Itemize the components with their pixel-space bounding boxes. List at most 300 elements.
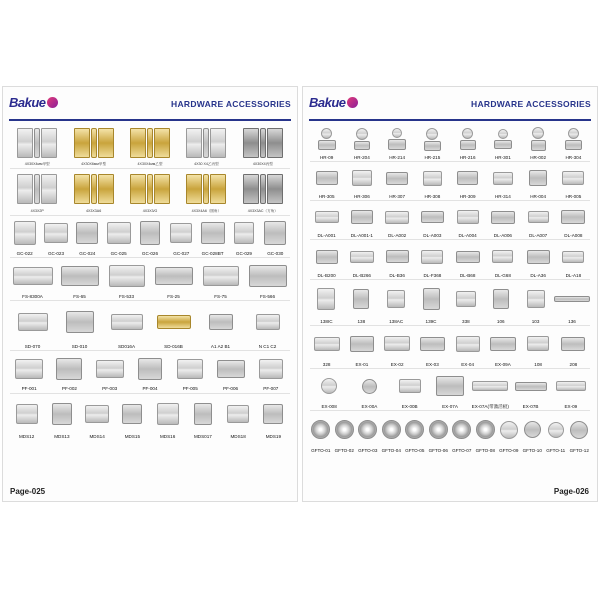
brand-logo: Bakue: [9, 95, 58, 110]
product-cell[interactable]: [345, 201, 378, 239]
ex-row-2: [310, 369, 590, 412]
product-cell[interactable]: [557, 240, 590, 278]
product-code: GFTO-01: [311, 448, 331, 453]
product-code: SD-010: [71, 343, 88, 349]
hinge-art: [10, 169, 64, 209]
product-cell[interactable]: [236, 169, 290, 214]
product-code: 338: [462, 318, 470, 324]
product-cell[interactable]: [334, 411, 356, 454]
mds-art: [186, 394, 219, 434]
product-code: PF-006: [223, 386, 239, 392]
product-cell[interactable]: [104, 301, 149, 350]
pf-art: [252, 351, 290, 387]
hinge-art: [66, 123, 120, 163]
product-cell[interactable]: [310, 240, 343, 278]
product-code: FS-533: [118, 293, 135, 299]
product-code: MDS13: [54, 433, 70, 439]
ex-art: [557, 326, 590, 362]
product-code: HR-308: [424, 194, 441, 200]
product-cell[interactable]: [552, 369, 590, 411]
product-cell[interactable]: [10, 169, 64, 214]
product-code: HR-301: [494, 155, 511, 161]
product-cell[interactable]: [186, 394, 219, 440]
dl-art: [522, 201, 555, 233]
product-cell[interactable]: [211, 351, 249, 393]
product-cell[interactable]: [511, 369, 549, 411]
product-cell[interactable]: [151, 394, 184, 440]
rod-art: [380, 280, 413, 319]
product-cell[interactable]: [415, 280, 448, 325]
product-cell[interactable]: [381, 162, 414, 200]
product-cell[interactable]: [10, 123, 64, 168]
product-cell[interactable]: [381, 240, 414, 278]
product-cell[interactable]: [416, 240, 449, 278]
clamp-art: [104, 216, 133, 252]
product-cell[interactable]: [73, 216, 102, 258]
product-code: PF-005: [182, 386, 198, 392]
sd-art: [245, 301, 290, 344]
product-cell[interactable]: [357, 411, 379, 454]
product-cell[interactable]: [151, 258, 196, 300]
product-code: GC-029: [235, 251, 252, 257]
product-cell[interactable]: [50, 351, 88, 393]
dl-art: [381, 240, 414, 272]
product-cell[interactable]: [522, 326, 555, 368]
hinge-art: [10, 123, 64, 163]
product-code: HR-215: [424, 155, 441, 161]
product-cell[interactable]: [123, 169, 177, 214]
product-cell[interactable]: [449, 280, 482, 325]
product-code: 136: [568, 318, 576, 324]
product-code: 108: [534, 361, 542, 367]
product-cell[interactable]: [310, 162, 343, 200]
product-code: GFTO-04: [381, 448, 401, 453]
product-code: FS-65: [73, 293, 86, 299]
product-cell[interactable]: [451, 411, 473, 454]
mds-art: [10, 394, 43, 434]
gfto-art: [404, 411, 426, 448]
clamp-art: [198, 216, 227, 252]
product-cell[interactable]: [123, 123, 177, 168]
hinge-art: [66, 169, 120, 209]
product-code: A1 A2 B1: [210, 343, 231, 349]
pf-art: [211, 351, 249, 387]
product-code: EX-03: [425, 361, 439, 367]
product-sub: 4X30X4мм乙型: [137, 162, 163, 167]
product-sub: 4X3X3AC（方角）: [247, 208, 278, 213]
mds-art: [257, 394, 290, 434]
hinge-art: [179, 123, 233, 163]
product-cell[interactable]: [261, 216, 290, 258]
product-cell[interactable]: [252, 351, 290, 393]
roller-art: [345, 162, 378, 194]
product-cell[interactable]: [416, 326, 449, 368]
dl-art: [522, 240, 555, 272]
hinge-art: [179, 169, 233, 209]
mds-art: [222, 394, 255, 434]
product-cell[interactable]: [57, 258, 102, 300]
roller-art: [345, 123, 378, 155]
catalog-page-right: [302, 86, 598, 502]
product-code: HR-307: [389, 194, 406, 200]
product-code: DL-G68: [494, 272, 511, 278]
product-code: GFTO-08: [475, 448, 495, 453]
product-cell[interactable]: [245, 258, 290, 300]
product-cell[interactable]: [151, 301, 196, 350]
product-code: EX-09A: [494, 361, 511, 367]
page-number-left: Page-025: [10, 487, 46, 496]
product-cell[interactable]: [57, 301, 102, 350]
product-code: DL-A003: [423, 233, 442, 239]
hinges-row-2: [10, 169, 290, 215]
product-cell[interactable]: [10, 394, 43, 440]
product-code: PF-001: [21, 386, 37, 392]
clamp-art: [10, 216, 39, 252]
product-code: DL-A001: [317, 233, 336, 239]
product-cell[interactable]: [545, 411, 567, 454]
product-cell[interactable]: [381, 326, 414, 368]
product-cell[interactable]: [45, 394, 78, 440]
spring-art: [10, 258, 55, 294]
mds-art: [45, 394, 78, 434]
pf-art: [91, 351, 129, 387]
rod-art: [345, 280, 378, 319]
mds-art: [116, 394, 149, 434]
product-code: 103: [531, 318, 540, 324]
product-cell[interactable]: [416, 201, 449, 239]
product-cell[interactable]: [229, 216, 258, 258]
gfto-art: [475, 411, 497, 448]
dl-art: [486, 240, 519, 272]
product-code: DL-F368: [423, 272, 442, 278]
roller-art: [557, 123, 590, 155]
header-title: HARDWARE ACCESSORIES: [471, 99, 591, 109]
product-code: HR-09: [319, 155, 334, 161]
product-code: DL-B200: [317, 272, 336, 278]
product-cell[interactable]: [486, 201, 519, 239]
product-cell[interactable]: [451, 123, 484, 161]
product-cell[interactable]: [416, 123, 449, 161]
product-cell[interactable]: [310, 369, 348, 411]
product-code: GC-023: [47, 251, 65, 257]
product-code: FS-566: [259, 293, 276, 299]
gfto-art: [451, 411, 473, 448]
product-sub: 4X3X2P: [30, 208, 44, 213]
ex-art: [431, 369, 469, 405]
product-cell[interactable]: [310, 123, 343, 161]
roller-art: [310, 162, 343, 194]
product-cell[interactable]: [486, 326, 519, 368]
hinges-row-1: [10, 123, 290, 169]
product-sub: 4X3X3/G: [142, 208, 158, 213]
product-code: EX-09: [564, 404, 578, 410]
product-cell[interactable]: [345, 326, 378, 368]
product-cell[interactable]: [310, 411, 332, 454]
rod-art: [415, 280, 448, 319]
ex-art: [310, 326, 343, 362]
product-cell[interactable]: [345, 240, 378, 278]
product-code: SD-016B: [164, 343, 183, 349]
gfto-art: [428, 411, 450, 448]
page-header-left: [9, 93, 291, 121]
product-cell[interactable]: [41, 216, 70, 258]
product-code: 138AC: [389, 318, 404, 324]
product-code: DL-A004: [458, 233, 477, 239]
product-cell[interactable]: [345, 162, 378, 200]
product-code: HR-004: [530, 194, 547, 200]
pull-fittings-row: [10, 351, 290, 394]
product-code: MDS017: [193, 433, 212, 439]
product-code: DL-B68: [459, 272, 476, 278]
gfto-art: [334, 411, 356, 448]
ex-art: [511, 369, 549, 405]
product-cell[interactable]: [171, 351, 209, 393]
product-cell[interactable]: [484, 280, 517, 325]
product-cell[interactable]: [557, 123, 590, 161]
product-cell[interactable]: [451, 201, 484, 239]
roller-art: [486, 123, 519, 155]
product-cell[interactable]: [310, 201, 343, 239]
product-cell[interactable]: [345, 280, 378, 325]
brand-logo: Bakue: [309, 95, 358, 110]
product-code: HR-214: [389, 155, 406, 161]
product-code: HR-305: [318, 194, 335, 200]
product-cell[interactable]: [522, 201, 555, 239]
pf-art: [10, 351, 48, 387]
roller-art: [451, 162, 484, 194]
product-cell[interactable]: [486, 240, 519, 278]
spring-art: [151, 258, 196, 294]
product-cell[interactable]: [451, 240, 484, 278]
product-cell[interactable]: [66, 123, 120, 168]
roller-art: [522, 123, 555, 155]
ex-art: [471, 369, 509, 405]
dl-row-2: [310, 240, 590, 279]
product-cell[interactable]: [222, 394, 255, 440]
product-cell[interactable]: [10, 301, 55, 350]
product-code: DL-B36: [389, 272, 405, 278]
product-code: GFTO-05: [405, 448, 425, 453]
dl-art: [310, 240, 343, 272]
product-cell[interactable]: [381, 201, 414, 239]
product-code: HR-204: [353, 155, 370, 161]
clamp-art: [167, 216, 196, 252]
product-cell[interactable]: [198, 301, 243, 350]
dl-art: [451, 201, 484, 233]
product-code: MDS19: [265, 433, 282, 439]
dl-art: [557, 240, 590, 272]
swoosh-icon: [347, 97, 358, 108]
product-cell[interactable]: [554, 280, 590, 325]
catalog-spread: [0, 86, 600, 502]
ex-art: [451, 326, 484, 362]
product-cell[interactable]: [522, 411, 544, 454]
product-cell[interactable]: [486, 123, 519, 161]
product-code: MDS12: [18, 433, 35, 439]
mds-art: [151, 394, 184, 434]
product-code: EX-02: [390, 361, 404, 367]
pf-art: [50, 351, 88, 387]
product-cell[interactable]: [179, 123, 233, 168]
ex-art: [345, 326, 378, 362]
product-code: DL-B266: [352, 272, 371, 278]
product-cell[interactable]: [428, 411, 450, 454]
product-code: HR-314: [494, 194, 511, 200]
product-cell[interactable]: [116, 394, 149, 440]
product-code: HR-309: [459, 194, 476, 200]
roller-art: [416, 162, 449, 194]
hinge-art: [123, 123, 177, 163]
product-code: DL-A18: [565, 272, 582, 278]
product-cell[interactable]: [475, 411, 497, 454]
product-code: EX-07A: [442, 404, 458, 410]
product-code: EX-04: [461, 361, 475, 367]
product-cell[interactable]: [522, 240, 555, 278]
product-code: PF-007: [263, 386, 279, 392]
product-cell[interactable]: [10, 258, 55, 300]
dl-art: [557, 201, 590, 233]
ex-art: [381, 326, 414, 362]
product-cell[interactable]: [381, 123, 414, 161]
product-code: GC-030: [267, 251, 284, 257]
product-code: PF-002: [61, 386, 77, 392]
product-cell[interactable]: [236, 123, 290, 168]
hr-row-2: [310, 162, 590, 201]
gfto-art: [381, 411, 403, 448]
product-cell[interactable]: [10, 351, 48, 393]
pf-art: [131, 351, 169, 387]
product-cell[interactable]: [350, 369, 388, 411]
sd-art: [57, 301, 102, 344]
product-cell[interactable]: [10, 216, 39, 258]
product-code: GC-028BT: [201, 251, 224, 257]
product-cell[interactable]: [380, 280, 413, 325]
product-grid-right: [310, 123, 590, 479]
product-cell[interactable]: [498, 411, 520, 454]
product-cell[interactable]: [471, 369, 509, 411]
sd-art: [10, 301, 55, 344]
product-grid-left: [10, 123, 290, 479]
product-cell[interactable]: [522, 162, 555, 200]
product-cell[interactable]: [81, 394, 114, 440]
gfto-art: [498, 411, 520, 448]
product-cell[interactable]: [257, 394, 290, 440]
product-cell[interactable]: [486, 162, 519, 200]
product-sub: 4X30X6мм甲型: [81, 162, 107, 167]
product-cell[interactable]: [381, 411, 403, 454]
product-code: GFTO-03: [358, 448, 378, 453]
product-code: DL-A007: [529, 233, 548, 239]
roller-art: [381, 123, 414, 155]
ex-art: [391, 369, 429, 405]
roller-art: [416, 123, 449, 155]
product-cell[interactable]: [131, 351, 169, 393]
product-cell[interactable]: [451, 326, 484, 368]
product-code: DL-A001-1: [350, 233, 373, 239]
product-cell[interactable]: [345, 123, 378, 161]
product-code: MDS16: [159, 433, 176, 439]
product-code: SD-070: [24, 343, 41, 349]
product-code: DL-A36: [530, 272, 546, 278]
gfto-art: [357, 411, 379, 448]
ex-art: [486, 326, 519, 362]
product-cell[interactable]: [245, 301, 290, 350]
product-cell[interactable]: [451, 162, 484, 200]
roller-art: [557, 162, 590, 194]
gfto-row: [310, 411, 590, 454]
product-cell[interactable]: [198, 216, 227, 258]
product-cell[interactable]: [310, 280, 343, 325]
product-cell[interactable]: [167, 216, 196, 258]
rod-art: [554, 280, 590, 319]
product-cell[interactable]: [416, 162, 449, 200]
product-cell[interactable]: [198, 258, 243, 300]
product-cell[interactable]: [91, 351, 129, 393]
product-cell[interactable]: [519, 280, 552, 325]
mds-row: [10, 394, 290, 440]
product-code: DL-A002: [388, 233, 407, 239]
product-cell[interactable]: [135, 216, 164, 258]
product-code: DL-A006: [493, 233, 512, 239]
product-cell[interactable]: [557, 201, 590, 239]
product-code: 138IC: [320, 318, 333, 324]
product-code: N C1 C2: [258, 343, 277, 349]
spring-art: [245, 258, 290, 294]
rod-art: [484, 280, 517, 319]
hr-row-1: [310, 123, 590, 162]
gfto-art: [545, 411, 567, 448]
product-cell[interactable]: [104, 258, 149, 300]
product-cell[interactable]: [391, 369, 429, 411]
hinge-art: [236, 169, 290, 209]
product-code: DL-A008: [564, 233, 583, 239]
page-header-right: [309, 93, 591, 121]
product-code: FS-8300A: [22, 293, 43, 299]
sd-art: [151, 301, 196, 344]
product-cell[interactable]: [179, 169, 233, 214]
product-code: GC-026: [141, 251, 159, 257]
product-code: EX-00B: [401, 404, 418, 410]
dl-art: [381, 201, 414, 233]
product-code: MDS14: [89, 433, 105, 439]
dl-art: [416, 240, 449, 272]
product-cell[interactable]: [431, 369, 469, 411]
product-code: EX-07A(带激活板): [471, 404, 509, 410]
clamp-art: [41, 216, 70, 252]
ex-art: [522, 326, 555, 362]
product-cell[interactable]: [66, 169, 120, 214]
product-cell[interactable]: [310, 326, 343, 368]
dl-art: [416, 201, 449, 233]
roller-art: [381, 162, 414, 194]
gfto-art: [522, 411, 544, 448]
dl-art: [345, 201, 378, 233]
product-cell[interactable]: [557, 326, 590, 368]
product-cell[interactable]: [569, 411, 591, 454]
product-code: FS-25: [167, 293, 180, 299]
product-code: HR-306: [353, 194, 370, 200]
product-code: EX-00A: [361, 404, 378, 410]
product-cell[interactable]: [522, 123, 555, 161]
dl-art: [310, 201, 343, 233]
product-code: GC-025: [110, 251, 127, 257]
product-cell[interactable]: [557, 162, 590, 200]
hinge-art: [123, 169, 177, 209]
product-cell[interactable]: [404, 411, 426, 454]
product-cell[interactable]: [104, 216, 133, 258]
roller-art: [522, 162, 555, 194]
product-code: GC-027: [173, 251, 190, 257]
